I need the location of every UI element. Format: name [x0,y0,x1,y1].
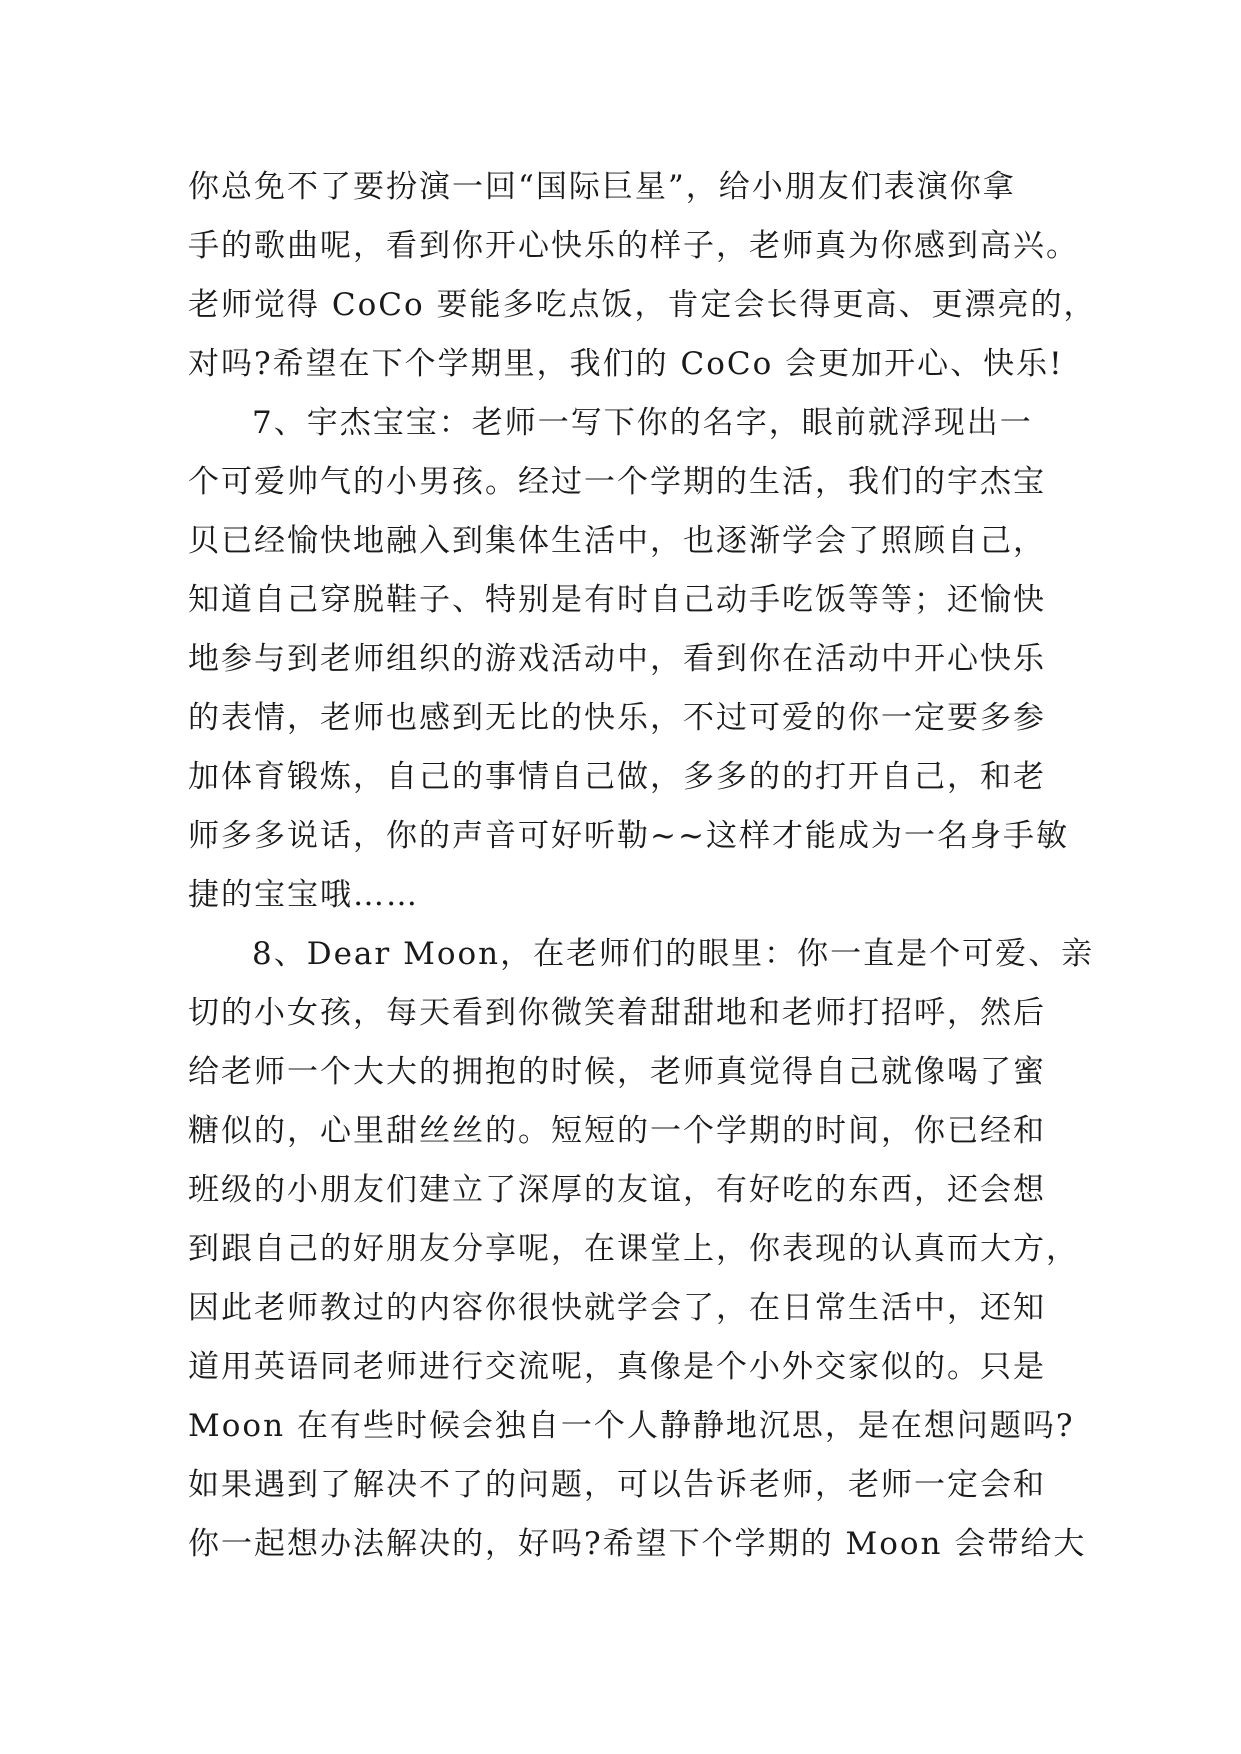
text-line: 到跟自己的好朋友分享呢，在课堂上，你表现的认真而大方， [188,1231,1079,1267]
text-line: 个可爱帅气的小男孩。经过一个学期的生活，我们的宇杰宝 [188,464,1046,500]
text-line: 如果遇到了解决不了的问题，可以告诉老师，老师一定会和 [188,1467,1046,1503]
text-line: 的表情，老师也感到无比的快乐，不过可爱的你一定要多参 [188,700,1046,736]
text-line: 切的小女孩，每天看到你微笑着甜甜地和老师打招呼，然后 [188,995,1046,1031]
text-line: 地参与到老师组织的游戏活动中，看到你在活动中开心快乐 [188,641,1046,677]
text-line: 知道自己穿脱鞋子、特别是有时自己动手吃饭等等；还愉快 [188,582,1046,618]
text-line: 对吗?希望在下个学期里，我们的 CoCo 会更加开心、快乐! [188,346,1064,382]
document-body [188,158,1097,1574]
text-line: 糖似的，心里甜丝丝的。短短的一个学期的时间，你已经和 [188,1113,1046,1149]
text-line: 因此老师教过的内容你很快就学会了，在日常生活中，还知 [188,1290,1046,1326]
text-line: 加体育锻炼，自己的事情自己做，多多的的打开自己，和老 [188,759,1046,795]
text-line: 你总免不了要扮演一回“国际巨星”，给小朋友们表演你拿 [188,169,1016,205]
text-line: 贝已经愉快地融入到集体生活中，也逐渐学会了照顾自己， [188,523,1046,559]
paragraph-8-first-line: 8、Dear Moon，在老师们的眼里：你一直是个可爱、亲 [252,936,1095,972]
text-line: 手的歌曲呢，看到你开心快乐的样子，老师真为你感到高兴。 [188,228,1079,264]
text-line: 你一起想办法解决的，好吗?希望下个学期的 Moon 会带给大 [188,1526,1087,1562]
paragraph-7-first-line: 7、宇杰宝宝：老师一写下你的名字，眼前就浮现出一 [252,405,1033,441]
text-line: 给老师一个大大的拥抱的时候，老师真觉得自己就像喝了蜜 [188,1054,1046,1090]
text-line: Moon 在有些时候会独自一个人静静地沉思，是在想问题吗? [188,1408,1075,1444]
text-line: 道用英语同老师进行交流呢，真像是个小外交家似的。只是 [188,1349,1046,1385]
text-line: 师多多说话，你的声音可好听勒~~这样才能成为一名身手敏 [188,818,1069,854]
text-line: 捷的宝宝哦…… [188,877,419,913]
text-line: 老师觉得 CoCo 要能多吃点饭，肯定会长得更高、更漂亮的， [188,287,1097,323]
text-line: 班级的小朋友们建立了深厚的友谊，有好吃的东西，还会想 [188,1172,1046,1208]
